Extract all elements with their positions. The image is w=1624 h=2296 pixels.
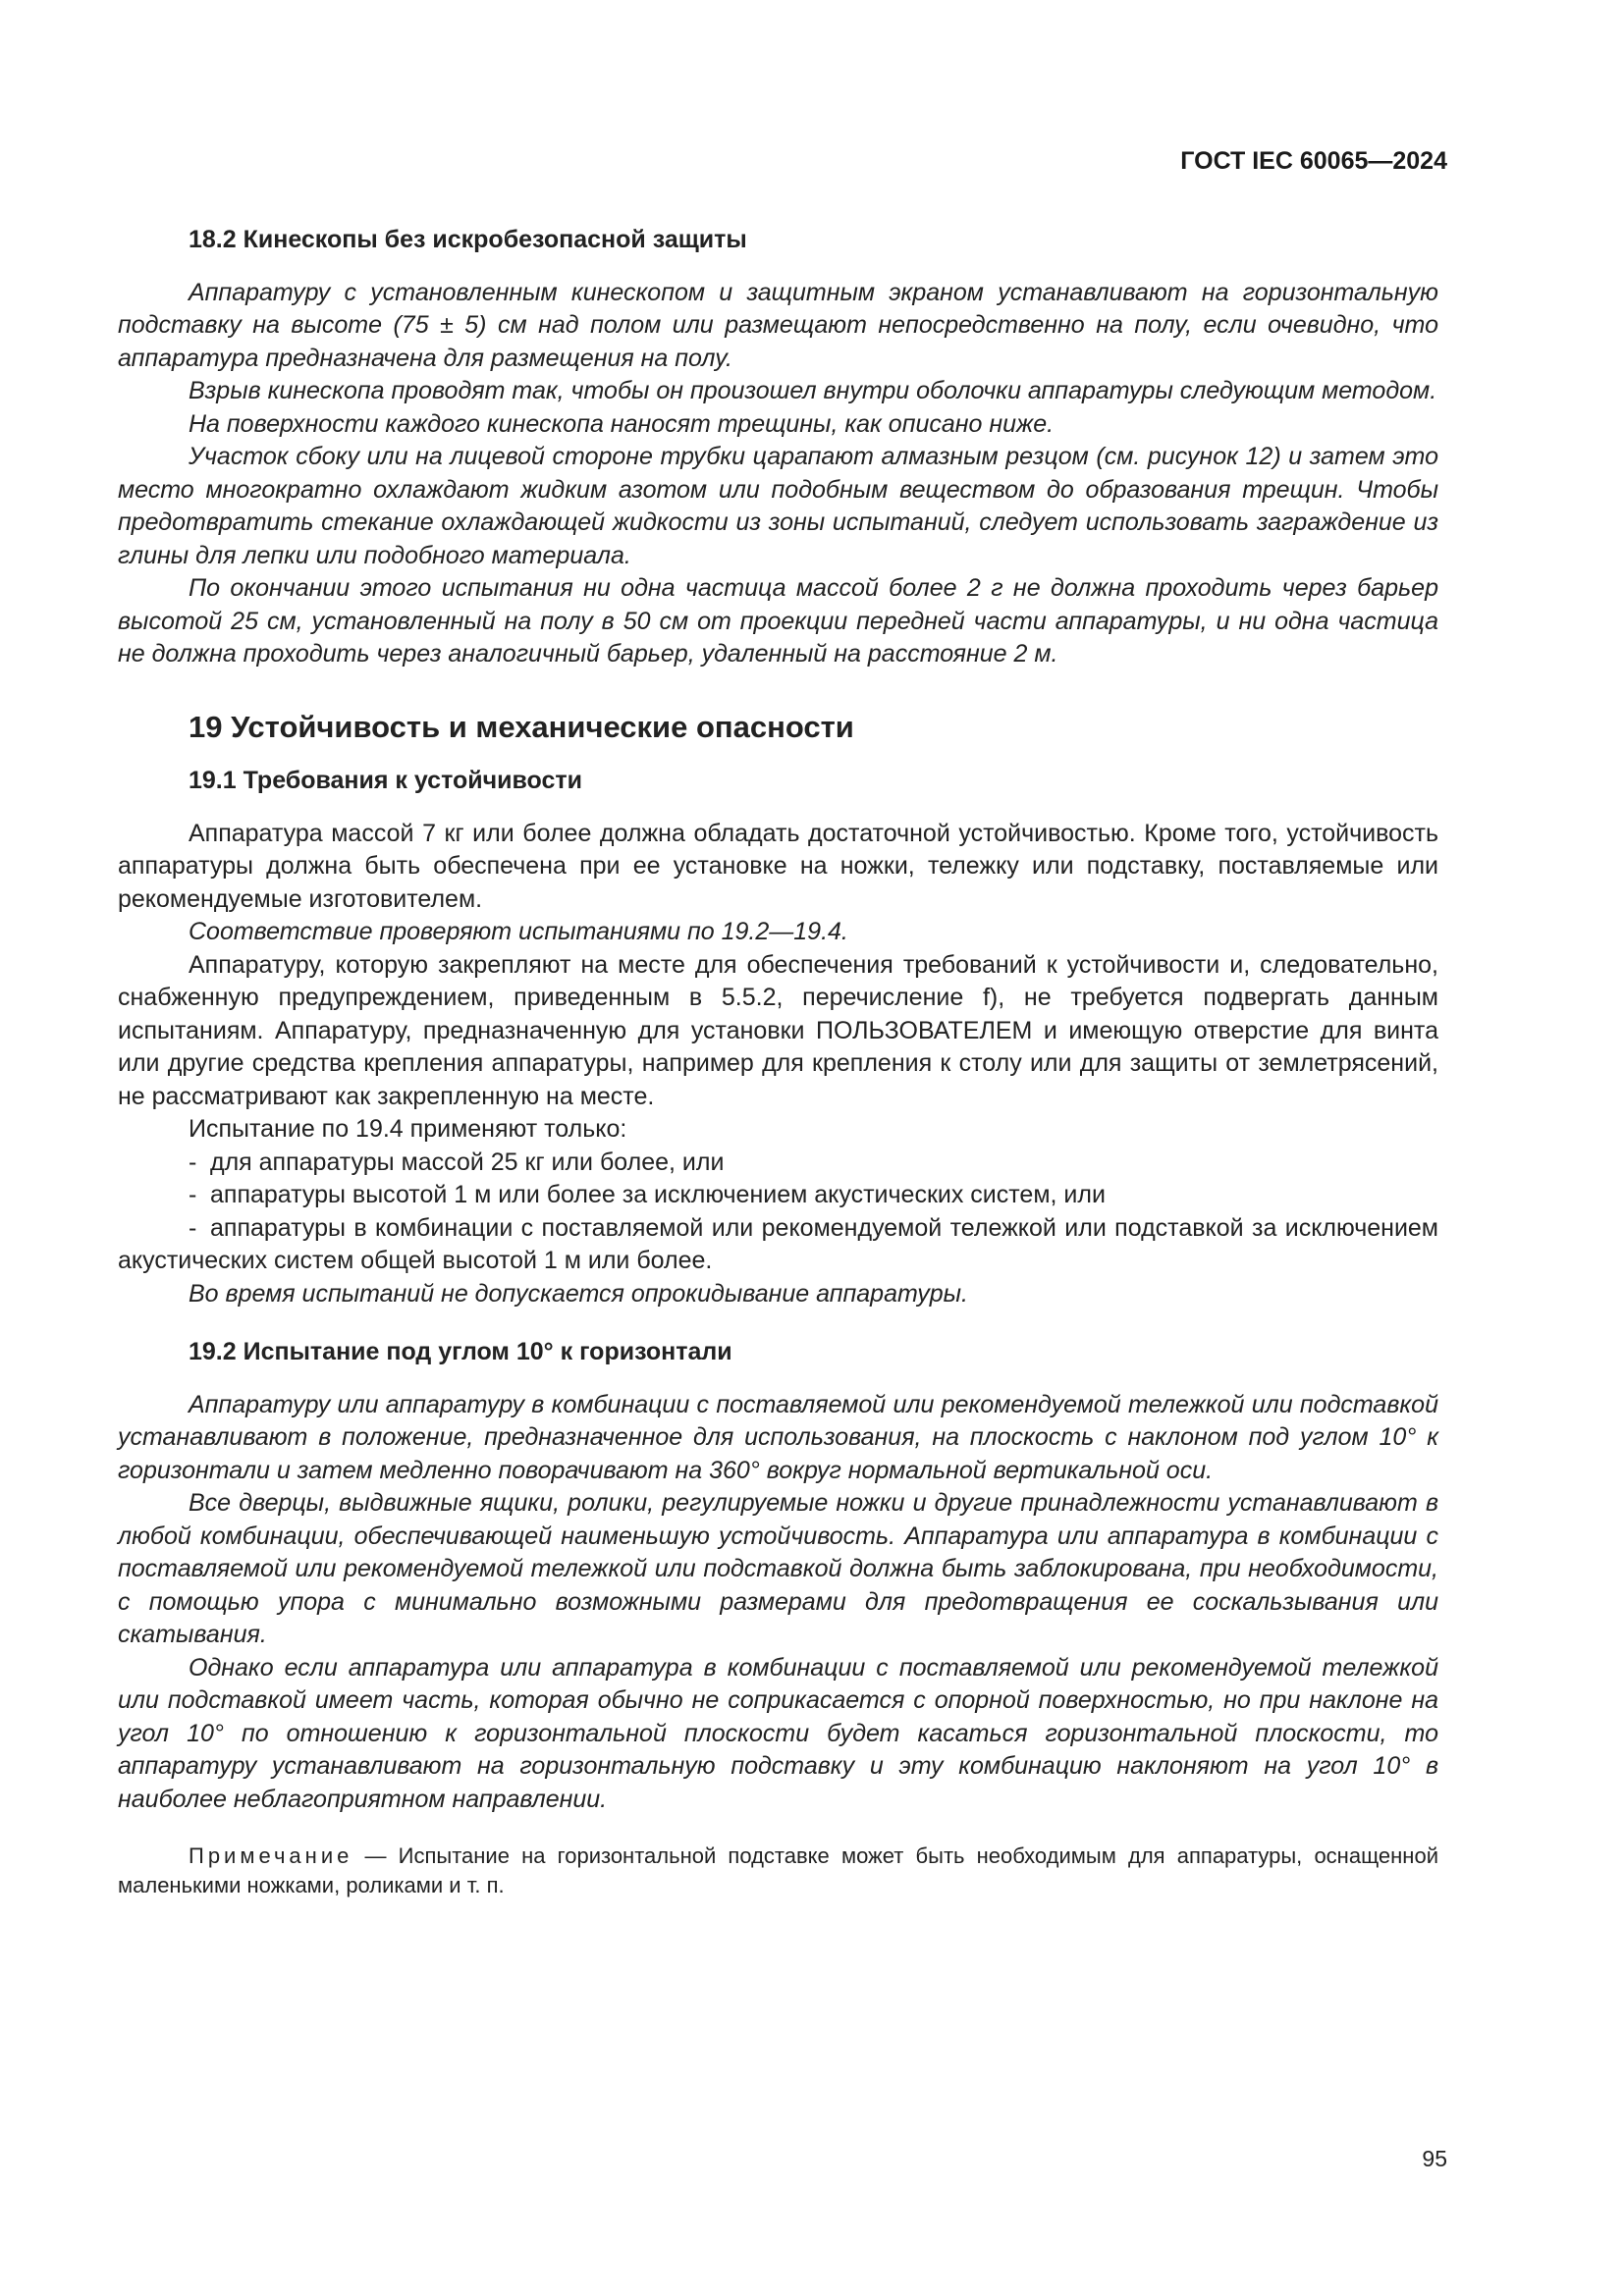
- list-item-text: для аппаратуры массой 25 кг или более, или: [210, 1148, 725, 1176]
- paragraph: Аппаратура массой 7 кг или более должна обладать достаточной устойчивостью. Кроме того, устойчивость аппаратуры должна быть обеспечена при ее установке на ножки, тележку или подставку, поставляемые или рекомендуемые изготовителем.: [118, 819, 1438, 913]
- list-dash: -: [189, 1181, 197, 1208]
- list-item-text: аппаратуры в комбинации с поставляемой или рекомендуемой тележкой или подставкой за исключением акустических систем общей высотой 1 м или более.: [118, 1213, 1438, 1274]
- section-heading-19: 19 Устойчивость и механические опасности: [189, 709, 854, 744]
- list-item: [118, 1147, 1438, 1180]
- section-heading-19-2: 19.2 Испытание под углом 10° к горизонтали: [189, 1338, 732, 1365]
- paragraph: Испытание по 19.4 применяют только:: [189, 1115, 627, 1143]
- paragraph: Однако если аппаратура или аппаратура в комбинации с поставляемой или рекомендуемой тележкой или подставкой имеет часть, которая обычно не соприкасается с опорной поверхностью, но при наклоне на угол 10° по отношению к горизонтальной плоскости будет касаться горизонтальной плоскости, то аппаратуру устанавливают на горизонтальную подставку и эту комбинацию наклоняют на угол 10° в наиболее неблагоприятном направлении.: [118, 1653, 1438, 1813]
- document-body: [118, 224, 1438, 1900]
- paragraph: Участок сбоку или на лицевой стороне трубки царапают алмазным резцом (см. рисунок 12) и затем это место многократно охлаждают жидким азотом или подобным веществом до образования трещин. Чтобы предотвратить стекание охлаждающей жидкости из зоны испытаний, следует использовать заграждение из глины для лепки или подобного материала.: [118, 443, 1438, 569]
- paragraph: Взрыв кинескопа проводят так, чтобы он произошел внутри оболочки аппаратуры следующим методом.: [189, 377, 1437, 404]
- paragraph: Аппаратуру с установленным кинескопом и защитным экраном устанавливают на горизонтальную подставку на высоте (75 ± 5) см над полом или размещают непосредственно на полу, если очевидно, что аппаратура предназначена для размещения на полу.: [118, 278, 1438, 372]
- list-dash: -: [189, 1213, 197, 1242]
- requirements-list: [118, 1147, 1438, 1278]
- paragraph: На поверхности каждого кинескопа наносят трещины, как описано ниже.: [189, 409, 1055, 438]
- note-text: — Испытание на горизонтальной подставке может быть необходимым для аппаратуры, оснащенной маленькими ножками, роликами и т. п.: [118, 1843, 1438, 1897]
- paragraph: Аппаратуру, которую закрепляют на месте для обеспечения требований к устойчивости и, следовательно, снабженную предупреждением, приведенным в 5.5.2, перечисление f), не требуется подвергать данным испытаниям. Аппаратуру, предназначенную для установки ПОЛЬЗОВАТЕЛЕМ и имеющую отверстие для винта или другие средства крепления аппаратуры, например для крепления к столу или для защиты от землетрясений, не рассматривают как закрепленную на месте.: [118, 950, 1438, 1110]
- document-header: ГОСТ IEC 60065—2024: [1180, 147, 1447, 175]
- section-heading-18-2: 18.2 Кинескопы без искробезопасной защиты: [189, 226, 747, 253]
- paragraph: Все дверцы, выдвижные ящики, ролики, регулируемые ножки и другие принадлежности устанавливают в любой комбинации, обеспечивающей наименьшую устойчивость. Аппаратура или аппаратура в комбинации с поставляемой или рекомендуемой тележкой или подставкой должна быть заблокирована, при необходимости, с помощью упора с минимально возможными размерами для предотвращения ее соскальзывания или скатывания.: [118, 1489, 1438, 1648]
- note-label: Примечание: [189, 1843, 353, 1868]
- paragraph: Во время испытаний не допускается опрокидывание аппаратуры.: [189, 1279, 968, 1308]
- paragraph: По окончании этого испытания ни одна частица массой более 2 г не должна проходить через барьер высотой 25 см, установленный на полу в 50 см от проекции передней части аппаратуры, и ни одна частица не должна проходить через аналогичный барьер, удаленный на расстояние 2 м.: [118, 574, 1438, 667]
- note: [118, 1842, 1438, 1900]
- list-item: [118, 1212, 1438, 1278]
- list-item: [118, 1179, 1438, 1212]
- page-number: 95: [1422, 2146, 1447, 2171]
- paragraph: Соответствие проверяют испытаниями по 19.2—19.4.: [189, 918, 848, 945]
- list-item-text: аппаратуры высотой 1 м или более за исключением акустических систем, или: [210, 1181, 1106, 1208]
- section-heading-19-1: 19.1 Требования к устойчивости: [189, 767, 583, 794]
- list-dash: -: [189, 1148, 197, 1176]
- paragraph: Аппаратуру или аппаратуру в комбинации с поставляемой или рекомендуемой тележкой или подставкой устанавливают в положение, предназначенное для использования, на плоскость с наклоном под углом 10° к горизонтали и затем медленно поворачивают на 360° вокруг нормальной вертикальной оси.: [118, 1390, 1438, 1484]
